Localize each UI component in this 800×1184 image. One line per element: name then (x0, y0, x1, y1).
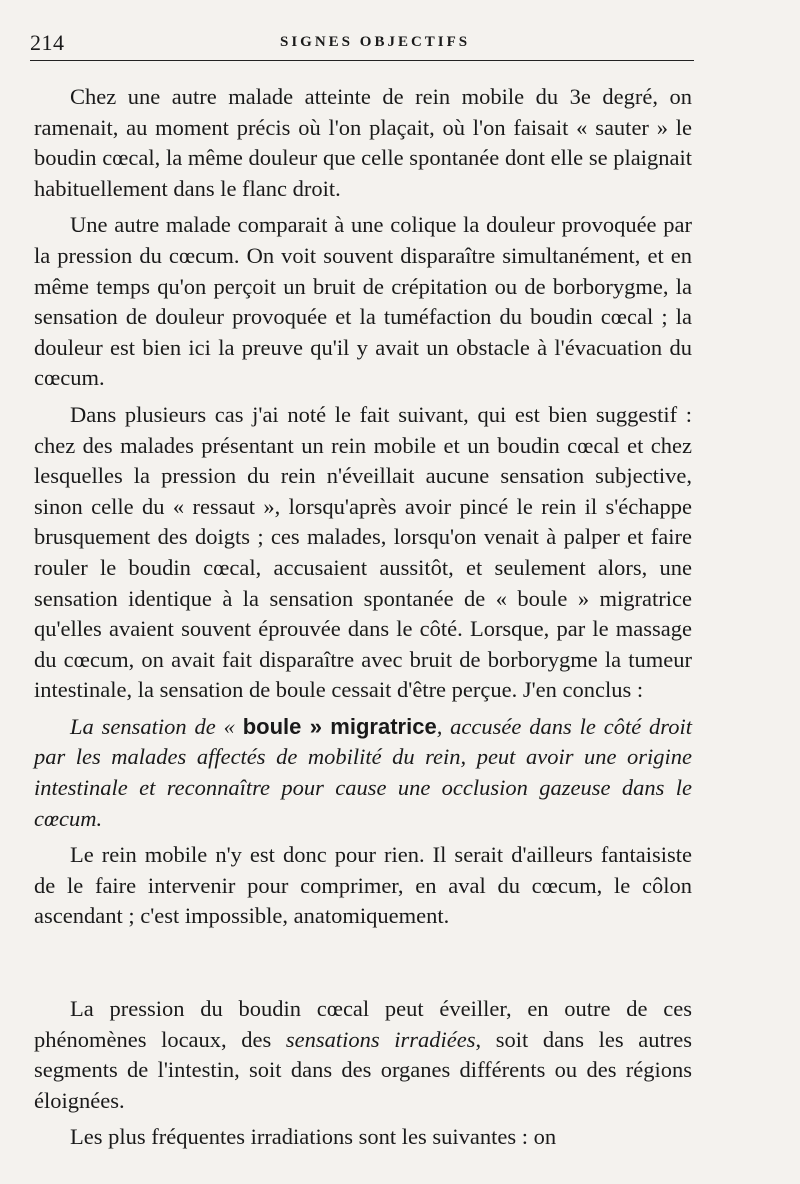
paragraph (34, 994, 692, 1116)
section-break (34, 938, 692, 994)
page-header (30, 26, 694, 61)
italic-phrase: sensations irradiées (285, 1026, 476, 1052)
paragraph: Dans plusieurs cas j'ai noté le fait suivant, qui est bien suggestif : chez des malades présentant un rein mobile et un boudin cœcal et chez lesquelles la pression du rein n'éveillait aucune sensation subjective, sinon celle du « ressaut », lorsqu'après avoir pincé le rein il s'échappe brusquement des doigts ; ces malades, lorsqu'on venait à palper et faire rouler le boudin cœcal, accusaient aussitôt, et seulement alors, une sensation identique à la sensation spontanée de « boule » migratrice qu'elles avaient souvent éprouvée dans le côté. Lorsque, par le massage du cœcum, on avait fait disparaître avec bruit de borborygme la tumeur intestinale, la sensation de boule cessait d'être perçue. J'en conclus : (34, 401, 692, 703)
body-text (34, 82, 692, 1159)
paragraph-text-before: La pression du boudin cœcal peut éveiller, en outre de ces phénomènes locaux, des (34, 996, 692, 1052)
page-number: 214 (30, 30, 65, 55)
conclusion-paragraph (34, 712, 692, 834)
conclusion-text-after: , accusée dans le côté droit par les malades affectés de mobilité du rein, peut avoir une origine intestinale et reconnaître pour cause une occlusion gazeuse dans le cœcum. (34, 713, 692, 831)
conclusion-bold-phrase: boule » migratrice (242, 713, 437, 739)
paragraph: Chez une autre malade atteinte de rein mobile du 3e degré, on ramenait, au moment précis où l'on plaçait, où l'on faisait « sauter » le boudin cœcal, la même douleur que celle spontanée dont elle se plaignait habituellement dans le flanc droit. (34, 84, 692, 201)
paragraph: Une autre malade comparait à une colique la douleur provoquée par la pression du cœcum. On voit souvent disparaître simultanément, et en même temps qu'on perçoit un bruit de crépitation ou de borborygme, la sensation de douleur provoquée et la tuméfaction du boudin cœcal ; la douleur est bien ici la preuve qu'il y avait un obstacle à l'évacuation du cœcum. (34, 212, 692, 391)
conclusion-text-before: La sensation de « (70, 713, 243, 739)
paragraph: Le rein mobile n'y est donc pour rien. Il serait d'ailleurs fantaisiste de le faire intervenir pour comprimer, en aval du cœcum, le côlon ascendant ; c'est impossible, anatomiquement. (34, 842, 692, 929)
paragraph-text-after: , soit dans les autres segments de l'intestin, soit dans des organes différents ou des régions éloignées. (34, 1026, 692, 1113)
paragraph: Les plus fréquentes irradiations sont les suivantes : on (70, 1124, 557, 1150)
running-title: SIGNES OBJECTIFS (280, 34, 471, 50)
